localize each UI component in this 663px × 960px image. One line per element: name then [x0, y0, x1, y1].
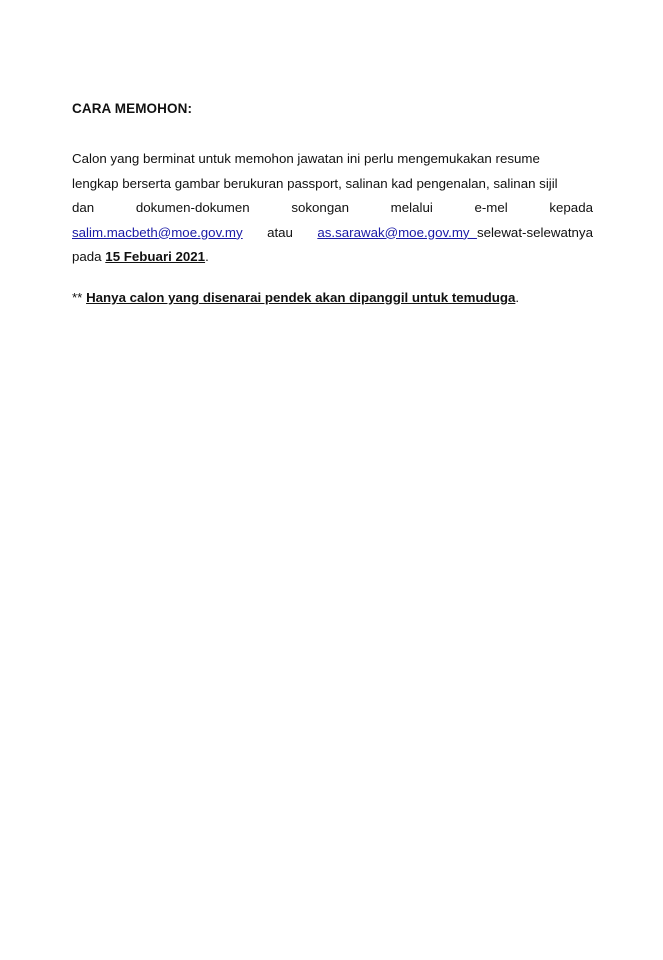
- paragraph-line-2: lengkap berserta gambar berukuran passport, salinan kad pengenalan, salinan sijil: [72, 175, 558, 191]
- word-atau: atau: [267, 224, 293, 240]
- word: melalui: [390, 200, 433, 215]
- shortlist-note: [72, 290, 519, 305]
- note-period: .: [515, 290, 520, 305]
- note-asterisks: **: [72, 290, 83, 305]
- email-and-deadline: [317, 221, 593, 246]
- paragraph-line-3: [72, 196, 593, 221]
- word: dan: [72, 200, 95, 215]
- paragraph-line-1: Calon yang berminat untuk memohon jawatan ini perlu mengemukakan resume: [72, 151, 540, 166]
- word-pada: pada: [72, 249, 102, 264]
- word: sokongan: [291, 200, 350, 215]
- section-heading: CARA MEMOHON:: [72, 101, 193, 116]
- email-link-salim[interactable]: salim.macbeth@moe.gov.my: [72, 224, 243, 240]
- word-selewat: selewat-selewatnya: [476, 224, 593, 240]
- word: dokumen-dokumen: [135, 200, 250, 215]
- word: kepada: [549, 200, 593, 215]
- deadline-date: 15 Febuari 2021: [105, 249, 206, 264]
- application-instructions: [72, 147, 593, 270]
- note-text: Hanya calon yang disenarai pendek akan dipanggil untuk temuduga: [86, 290, 516, 305]
- word: e-mel: [474, 200, 508, 215]
- paragraph-line-4: [72, 221, 593, 246]
- email-link-sarawak-text[interactable]: as.sarawak@moe.gov.my: [317, 224, 470, 240]
- period: .: [205, 249, 209, 264]
- paragraph-line-5: [72, 245, 593, 270]
- email-link-sarawak[interactable]: [317, 225, 477, 240]
